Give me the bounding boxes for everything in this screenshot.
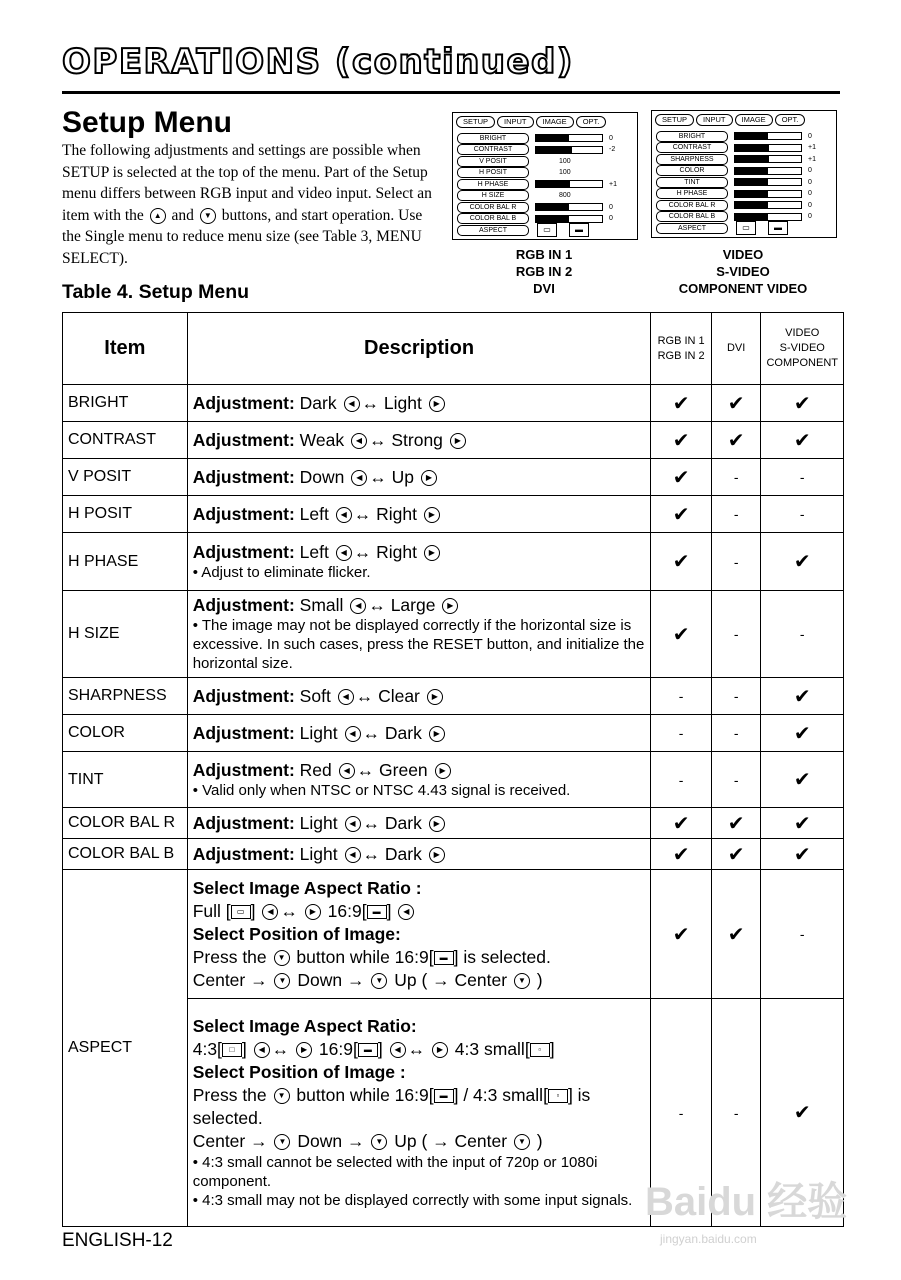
header-item: Item — [63, 313, 188, 385]
osd-row — [656, 177, 812, 187]
left-button-icon: ◀ — [390, 1042, 406, 1058]
right-button-icon: ▶ — [450, 433, 466, 449]
osd-slider — [734, 190, 802, 198]
osd-value: +1 — [808, 144, 816, 151]
osd-slider — [535, 180, 603, 188]
osd-caption-line: DVI — [533, 281, 555, 296]
table-row — [63, 422, 844, 459]
page-header: OPERATIONS (continued) — [62, 42, 574, 82]
row-description: Adjustment: Light ◀ ↔ Dark ▶ — [187, 715, 651, 752]
right-button-icon: ▶ — [429, 847, 445, 863]
osd-label: CONTRAST — [656, 142, 728, 153]
not-applicable-mark: - — [711, 496, 761, 533]
not-applicable-mark: - — [711, 999, 761, 1227]
osd-tab: INPUT — [497, 116, 534, 128]
table-row — [63, 385, 844, 422]
table-row — [63, 533, 844, 591]
osd-caption-line: RGB IN 1 — [515, 247, 573, 262]
left-button-icon: ◀ — [336, 507, 352, 523]
check-mark: ✔ — [761, 752, 844, 808]
right-button-icon: ▶ — [424, 545, 440, 561]
right-button-icon: ▶ — [429, 726, 445, 742]
row-item: ASPECT — [63, 870, 188, 1227]
left-button-icon: ◀ — [398, 904, 414, 920]
section-title: Setup Menu — [62, 106, 232, 139]
aspect-16-9-icon: ▬ — [434, 1089, 454, 1103]
aspect-16-9-icon: ▬ — [367, 905, 387, 919]
osd-row — [457, 191, 599, 201]
row-item: TINT — [63, 752, 188, 808]
osd-tabs — [453, 113, 637, 128]
row-note: • The image may not be displayed correctly if the horizontal size is excessive. In such cases, press the RESET button, and initialize the horizontal size. — [192, 617, 645, 672]
osd-row — [656, 154, 816, 164]
osd-label: COLOR BAL B — [457, 213, 529, 224]
osd-label: COLOR BAL R — [656, 200, 728, 211]
not-applicable-mark: - — [651, 715, 712, 752]
osd-label: BRIGHT — [656, 131, 728, 142]
osd-tab: IMAGE — [735, 114, 773, 126]
full-aspect-icon: ▭ — [537, 223, 557, 237]
osd-tab: INPUT — [696, 114, 733, 126]
header-dvi: DVI — [711, 313, 761, 385]
header-rgb: RGB IN 1 RGB IN 2 — [651, 313, 712, 385]
row-note: • 4:3 small cannot be selected with the input of 720p or 1080i component. — [192, 1154, 598, 1190]
not-applicable-mark: - — [651, 678, 712, 715]
row-note: • 4:3 small may not be displayed correctly with some input signals. — [192, 1192, 633, 1209]
check-mark: ✔ — [761, 678, 844, 715]
row-item: BRIGHT — [63, 385, 188, 422]
osd-label: ASPECT — [656, 223, 728, 234]
osd-value: 0 — [808, 190, 812, 197]
right-button-icon: ▶ — [429, 816, 445, 832]
osd-caption-line: RGB IN 2 — [515, 264, 573, 279]
right-button-icon: ▶ — [442, 598, 458, 614]
check-mark: ✔ — [761, 385, 844, 422]
row-item: H PHASE — [63, 533, 188, 591]
left-button-icon: ◀ — [344, 396, 360, 412]
osd-row — [656, 200, 812, 210]
header-description: Description — [187, 313, 651, 385]
down-button-icon: ▼ — [274, 973, 290, 989]
right-button-icon: ▶ — [424, 507, 440, 523]
right-button-icon: ▶ — [429, 396, 445, 412]
osd-row — [656, 166, 812, 176]
osd-row — [457, 214, 613, 224]
osd-label: COLOR — [656, 165, 728, 176]
down-button-icon: ▼ — [274, 950, 290, 966]
row-item: CONTRAST — [63, 422, 188, 459]
osd-tab: IMAGE — [536, 116, 574, 128]
row-description: Adjustment: Down ◀ ↔ Up ▶ — [187, 459, 651, 496]
aspect-4-3-small-icon: ▫ — [530, 1043, 550, 1057]
aspect-description-a: Select Image Aspect Ratio : Full [ ▭ ] ◀ ↔ ▶ 16:9[ ▬ ] ◀ Select Position of Image: Press the ▼ button while 16:9[ ▬ ] is selected. Center → ▼ Down → ▼ Up ( → Center ▼ ) — [187, 870, 651, 999]
osd-row — [656, 212, 812, 222]
down-button-icon: ▼ — [514, 1134, 530, 1150]
row-description: Adjustment: Light ◀ ↔ Dark ▶ — [187, 839, 651, 870]
osd-tab: SETUP — [655, 114, 694, 126]
left-button-icon: ◀ — [262, 904, 278, 920]
osd-value: 0 — [808, 213, 812, 220]
up-button-icon: ▲ — [150, 208, 166, 224]
osd-label: CONTRAST — [457, 144, 529, 155]
down-button-icon: ▼ — [514, 973, 530, 989]
right-button-icon: ▶ — [305, 904, 321, 920]
osd-row — [457, 156, 599, 166]
check-mark: ✔ — [651, 496, 712, 533]
osd-tabs — [652, 111, 836, 126]
row-item: H POSIT — [63, 496, 188, 533]
left-button-icon: ◀ — [351, 433, 367, 449]
check-mark: ✔ — [711, 808, 761, 839]
row-description: Adjustment: Light ◀ ↔ Dark ▶ — [187, 808, 651, 839]
osd-caption-line: COMPONENT VIDEO — [678, 281, 808, 296]
aspect-description-b: Select Image Aspect Ratio: 4:3[ □ ] ◀ ↔ ▶ 16:9[ ▬ ] ◀ ↔ ▶ 4:3 small[ ▫ ] Select Position of Image : Press the ▼ button while 16:9[ ▬ ] / 4:3 small[ ▫ ] is selected. Center → ▼ Down → ▼ Up ( → Center ▼ ) • 4:3 small cannot be selected with the input of 720p or 1080i component. • 4:3 small may not be displayed correctly with some input signals. — [187, 999, 651, 1227]
check-mark: ✔ — [761, 715, 844, 752]
osd-caption-line: S-VIDEO — [716, 264, 770, 279]
table-row — [63, 591, 844, 678]
down-button-icon: ▼ — [371, 1134, 387, 1150]
left-button-icon: ◀ — [350, 598, 366, 614]
check-mark: ✔ — [651, 591, 712, 678]
osd-row — [656, 143, 816, 153]
osd-value: -2 — [609, 146, 616, 153]
not-applicable-mark: - — [761, 459, 844, 496]
osd-slider — [535, 203, 603, 211]
check-mark: ✔ — [761, 422, 844, 459]
full-aspect-icon: ▭ — [231, 905, 251, 919]
osd-value: +1 — [808, 155, 816, 163]
check-mark: ✔ — [711, 422, 761, 459]
osd-row — [656, 223, 788, 233]
right-button-icon: ▶ — [427, 689, 443, 705]
row-item: V POSIT — [63, 459, 188, 496]
osd-label: COLOR BAL B — [656, 211, 728, 222]
left-button-icon: ◀ — [351, 470, 367, 486]
osd-value: 100 — [559, 169, 571, 176]
table-row — [63, 715, 844, 752]
osd-value: 0 — [808, 178, 812, 186]
full-aspect-icon: ▭ — [736, 221, 756, 235]
osd-label: H SIZE — [457, 190, 529, 201]
table-title: Table 4. Setup Menu — [62, 281, 250, 303]
not-applicable-mark: - — [761, 591, 844, 678]
osd-value: 800 — [559, 192, 571, 199]
osd-slider — [535, 134, 603, 142]
osd-row — [457, 202, 613, 212]
right-button-icon: ▶ — [296, 1042, 312, 1058]
check-mark: ✔ — [651, 839, 712, 870]
osd-slider — [535, 215, 603, 223]
left-button-icon: ◀ — [345, 847, 361, 863]
left-button-icon: ◀ — [336, 545, 352, 561]
table-row — [63, 496, 844, 533]
osd-slider — [734, 155, 802, 163]
row-note: • Adjust to eliminate flicker. — [192, 563, 371, 581]
check-mark: ✔ — [711, 870, 761, 999]
row-note: • Valid only when NTSC or NTSC 4.43 signal is received. — [192, 781, 571, 799]
not-applicable-mark: - — [711, 533, 761, 591]
osd-value: +1 — [609, 180, 617, 188]
not-applicable-mark: - — [651, 999, 712, 1227]
aspect-16-9-icon: ▬ — [434, 951, 454, 965]
left-button-icon: ◀ — [254, 1042, 270, 1058]
osd-label: H POSIT — [457, 167, 529, 178]
row-description: Adjustment: Weak ◀ ↔ Strong ▶ — [187, 422, 651, 459]
right-button-icon: ▶ — [435, 763, 451, 779]
check-mark: ✔ — [761, 808, 844, 839]
check-mark: ✔ — [651, 422, 712, 459]
osd-value: 0 — [609, 215, 613, 222]
check-mark: ✔ — [651, 808, 712, 839]
down-button-icon: ▼ — [371, 973, 387, 989]
row-item: COLOR BAL R — [63, 808, 188, 839]
not-applicable-mark: - — [761, 496, 844, 533]
osd-tab: SETUP — [456, 116, 495, 128]
row-item: SHARPNESS — [63, 678, 188, 715]
aspect-16-9-icon: ▬ — [569, 223, 589, 237]
osd-value: 0 — [609, 203, 613, 211]
osd-slider — [734, 144, 802, 152]
row-description: Adjustment: Dark ◀ ↔ Light ▶ — [187, 385, 651, 422]
osd-label: ASPECT — [457, 225, 529, 236]
osd-value: 0 — [808, 201, 812, 209]
left-button-icon: ◀ — [339, 763, 355, 779]
osd-label: TINT — [656, 177, 728, 188]
row-description: Adjustment: Small ◀ ↔ Large ▶ • The image may not be displayed correctly if the horizontal size is excessive. In such cases, press the RESET button, and initialize the horizontal size. — [187, 591, 651, 678]
osd-caption-video — [651, 246, 835, 297]
check-mark: ✔ — [711, 839, 761, 870]
not-applicable-mark: - — [711, 715, 761, 752]
down-button-icon: ▼ — [274, 1088, 290, 1104]
osd-slider — [535, 146, 603, 154]
not-applicable-mark: - — [711, 678, 761, 715]
left-button-icon: ◀ — [345, 816, 361, 832]
check-mark: ✔ — [761, 533, 844, 591]
page-footer: ENGLISH-12 — [62, 1230, 173, 1251]
row-item: H SIZE — [63, 591, 188, 678]
row-description: Adjustment: Red ◀ ↔ Green ▶ • Valid only when NTSC or NTSC 4.43 signal is received. — [187, 752, 651, 808]
osd-row — [457, 133, 613, 143]
table-row — [63, 808, 844, 839]
check-mark: ✔ — [651, 459, 712, 496]
row-item: COLOR BAL B — [63, 839, 188, 870]
check-mark: ✔ — [761, 999, 844, 1227]
table-row — [63, 870, 844, 999]
osd-row — [457, 145, 615, 155]
row-item: COLOR — [63, 715, 188, 752]
check-mark: ✔ — [711, 385, 761, 422]
osd-label: V POSIT — [457, 156, 529, 167]
osd-tab: OPT. — [576, 116, 607, 128]
not-applicable-mark: - — [761, 870, 844, 999]
osd-label: SHARPNESS — [656, 154, 728, 165]
osd-caption-line: VIDEO — [722, 247, 764, 262]
aspect-4-3-small-icon: ▫ — [548, 1089, 568, 1103]
right-button-icon: ▶ — [421, 470, 437, 486]
osd-value: 0 — [808, 167, 812, 174]
osd-tab: OPT. — [775, 114, 806, 126]
aspect-4-3-icon: □ — [222, 1043, 242, 1057]
osd-row — [656, 189, 812, 199]
osd-row — [457, 168, 599, 178]
osd-row — [457, 179, 617, 189]
check-mark: ✔ — [651, 870, 712, 999]
intro-paragraph: The following adjustments and settings are possible when SETUP is selected at the top of the menu. Part of the Setup menu differs between RGB input and video input. Select an item with the ▲ and ▼ buttons, and start operation. Use the Single menu to reduce menu size (see Table 3, MENU SELECT). — [62, 142, 432, 267]
osd-caption-rgb — [452, 246, 636, 297]
setup-menu-table — [62, 312, 844, 1227]
osd-value: 0 — [808, 132, 812, 140]
osd-slider — [734, 167, 802, 175]
osd-value: 0 — [609, 134, 613, 142]
not-applicable-mark: - — [651, 752, 712, 808]
check-mark: ✔ — [651, 385, 712, 422]
osd-slider — [734, 178, 802, 186]
not-applicable-mark: - — [711, 752, 761, 808]
row-description: Adjustment: Left ◀ ↔ Right ▶ • Adjust to eliminate flicker. — [187, 533, 651, 591]
check-mark: ✔ — [651, 533, 712, 591]
check-mark: ✔ — [761, 839, 844, 870]
watermark-url: jingyan.baidu.com — [660, 1232, 757, 1246]
left-button-icon: ◀ — [345, 726, 361, 742]
osd-slider — [734, 201, 802, 209]
osd-label: BRIGHT — [457, 133, 529, 144]
table-row — [63, 678, 844, 715]
osd-label: COLOR BAL R — [457, 202, 529, 213]
osd-value: 100 — [559, 157, 571, 165]
aspect-16-9-icon: ▬ — [358, 1043, 378, 1057]
row-description: Adjustment: Soft ◀ ↔ Clear ▶ — [187, 678, 651, 715]
osd-label: H PHASE — [457, 179, 529, 190]
down-button-icon: ▼ — [274, 1134, 290, 1150]
osd-slider — [734, 132, 802, 140]
watermark: Baidu 经验 — [645, 1180, 848, 1224]
table-row — [63, 839, 844, 870]
right-button-icon: ▶ — [432, 1042, 448, 1058]
row-description: Adjustment: Left ◀ ↔ Right ▶ — [187, 496, 651, 533]
osd-slider — [734, 213, 802, 221]
osd-row — [656, 131, 812, 141]
not-applicable-mark: - — [711, 459, 761, 496]
aspect-16-9-icon: ▬ — [768, 221, 788, 235]
osd-row — [457, 225, 589, 235]
table-row — [63, 752, 844, 808]
left-button-icon: ◀ — [338, 689, 354, 705]
osd-label: H PHASE — [656, 188, 728, 199]
osd-menu-rgb — [452, 112, 638, 240]
osd-menu-video — [651, 110, 837, 238]
header-video: VIDEO S-VIDEO COMPONENT — [761, 313, 844, 385]
down-button-icon: ▼ — [200, 208, 216, 224]
not-applicable-mark: - — [711, 591, 761, 678]
header-rule — [62, 91, 840, 94]
table-row — [63, 459, 844, 496]
